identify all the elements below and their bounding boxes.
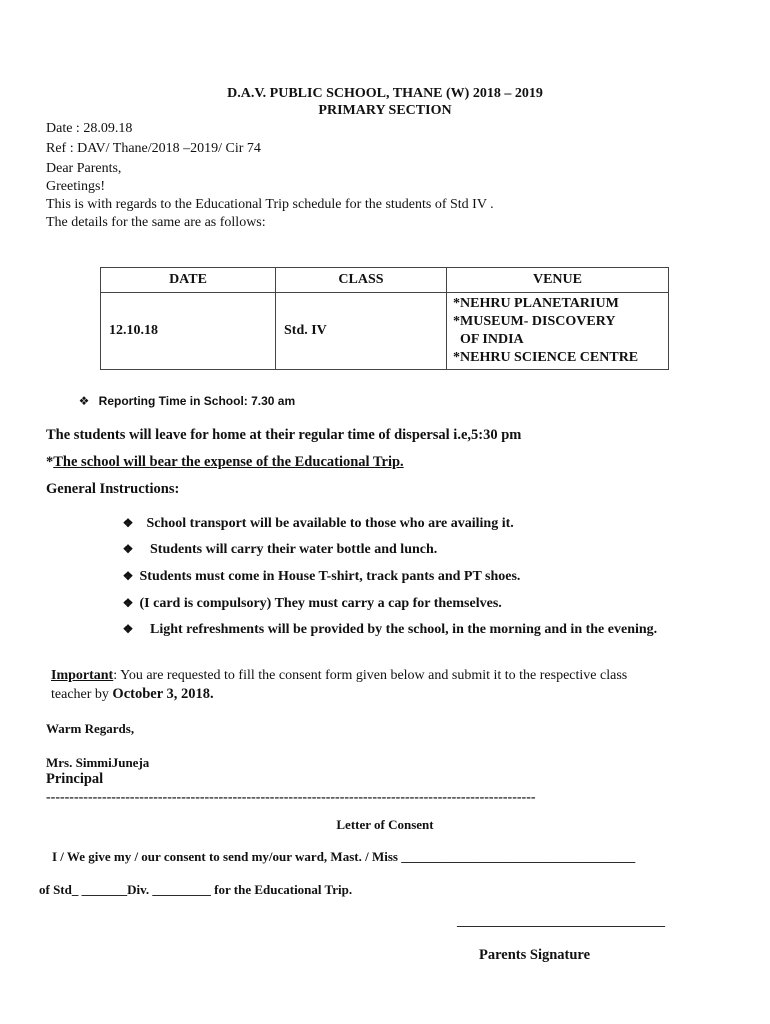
header-class: CLASS [276,268,447,293]
venue-line: *NEHRU SCIENCE CENTRE [453,350,639,365]
venue-line: *NEHRU PLANETARIUM [453,296,619,311]
important-line-1 [51,668,627,684]
diamond-bullet-icon: ❖ [122,596,134,610]
header-date: DATE [101,268,276,293]
expense-star: * [46,454,54,470]
venue-line: *MUSEUM- DISCOVERY [453,314,616,329]
cell-class: Std. IV [276,293,447,370]
important-prefix: teacher by [51,687,113,702]
important-line-2 [51,686,214,703]
list-item [120,542,437,558]
expense-text: The school will bear the expense of the Educational Trip. [53,454,404,470]
principal-name: Mrs. SimmiJuneja [46,755,150,770]
list-item [120,516,514,532]
table-header-row [101,268,669,293]
principal-title: Principal [46,771,104,787]
instruction-text: School transport will be available to those who are availing it. [146,516,514,531]
diamond-bullet-icon: ❖ [122,542,134,556]
school-title: D.A.V. PUBLIC SCHOOL, THANE (W) 2018 – 2019 [227,86,543,101]
venue-line: OF INDIA [453,332,524,347]
reporting-time [76,394,295,408]
cell-date: 12.10.18 [101,293,276,370]
section-title: PRIMARY SECTION [318,103,452,118]
leave-note: The students will leave for home at their regular time of dispersal i.e,5:30 pm [46,427,522,443]
intro-line-1: This is with regards to the Educational Trip schedule for the students of Std IV . [46,197,494,212]
diamond-bullet-icon: ❖ [122,569,134,583]
diamond-bullet-icon: ❖ [122,516,134,530]
important-label: Important [51,668,114,683]
instruction-text: Light refreshments will be provided by the school, in the morning and in the evening. [150,622,658,637]
list-item [120,622,657,638]
list-item [120,596,502,612]
cell-venue [447,293,669,370]
instructions-title: General Instructions: [46,481,180,497]
diamond-bullet-icon: ❖ [78,394,90,408]
date-line: Date : 28.09.18 [46,121,133,136]
deadline: October 3, 2018. [112,686,214,702]
signature-line: ________________________________ [457,913,665,928]
intro-line-2: The details for the same are as follows: [46,215,266,230]
greeting: Greetings! [46,179,106,194]
diamond-bullet-icon: ❖ [122,622,134,636]
expense-note [46,454,404,471]
table-row [101,293,669,370]
parents-signature-label: Parents Signature [479,947,591,963]
salutation: Dear Parents, [46,161,122,176]
ref-line: Ref : DAV/ Thane/2018 –2019/ Cir 74 [46,141,261,156]
consent-line-1: I / We give my / our consent to send my/our ward, Mast. / Miss ____________________________________ [52,849,636,864]
instruction-text: Students will carry their water bottle and lunch. [150,542,438,557]
warm-regards: Warm Regards, [46,721,135,736]
instruction-text: Students must come in House T-shirt, track pants and PT shoes. [139,569,521,584]
consent-line-2: of Std_ _______Div. _________ for the Educational Trip. [39,882,353,897]
header-venue: VENUE [447,268,669,293]
important-text: : You are requested to fill the consent form given below and submit it to the respective class [113,668,628,683]
list-item [120,569,520,585]
trip-table [100,267,669,370]
consent-title: Letter of Consent [336,817,434,832]
cut-separator: --------------------------------------------------------------------------------------------------------- [46,790,536,805]
reporting-text: Reporting Time in School: 7.30 am [98,394,296,408]
instruction-text: (I card is compulsory) They must carry a cap for themselves. [139,596,502,611]
